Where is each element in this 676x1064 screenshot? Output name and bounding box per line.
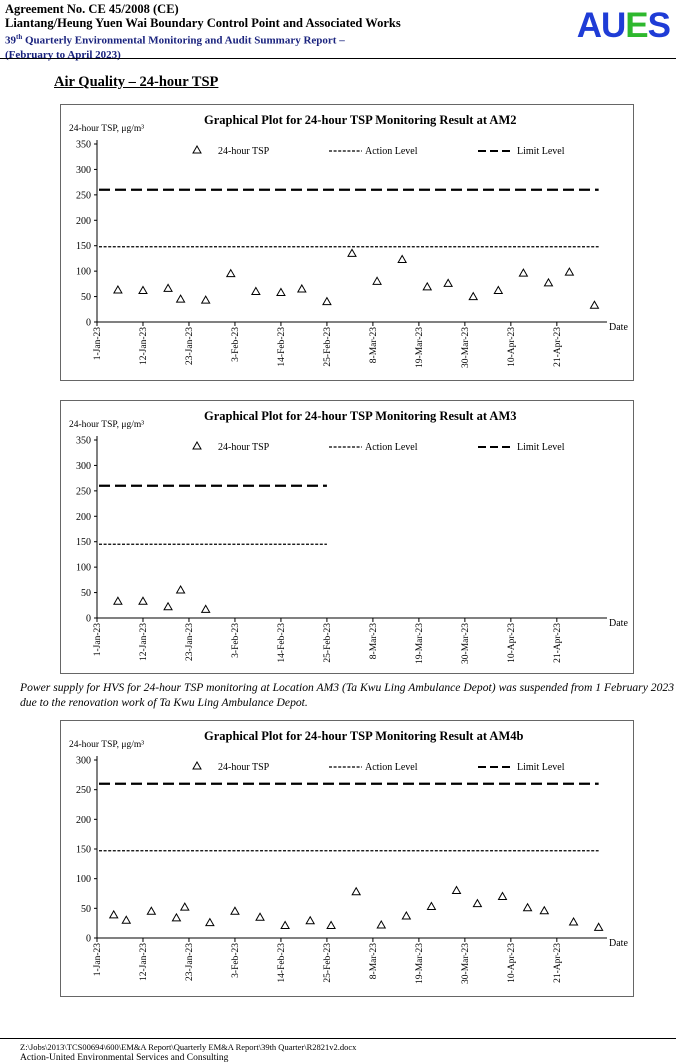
data-point <box>227 270 235 277</box>
data-point <box>544 279 552 286</box>
suspension-note: Power supply for HVS for 24-hour TSP monitoring at Location AM3 (Ta Kwu Ling Ambulance Depot) was suspended from 1 February 2023 due to the renovation work of Ta Kwu Ling Ambulance Depot. <box>20 681 674 709</box>
legend-label-tsp: 24-hour TSP <box>218 146 270 157</box>
x-tick-label: 1-Jan-23 <box>93 943 103 977</box>
x-tick-label: 25-Feb-23 <box>322 943 333 983</box>
x-tick-label: 12-Jan-23 <box>138 943 149 981</box>
y-axis-label: 24-hour TSP, μg/m³ <box>69 124 145 134</box>
y-tick-label: 0 <box>86 317 91 329</box>
y-tick-label: 50 <box>81 588 91 600</box>
x-tick-label: 19-Mar-23 <box>414 943 425 984</box>
x-tick-label: 14-Feb-23 <box>276 623 287 663</box>
x-tick-label: 19-Mar-23 <box>414 623 425 664</box>
x-tick-label: 30-Mar-23 <box>460 623 471 664</box>
data-point <box>402 912 410 919</box>
data-point <box>453 887 461 894</box>
y-tick-label: 250 <box>76 785 91 797</box>
data-point <box>473 900 481 907</box>
x-tick-label: 1-Jan-23 <box>93 623 103 657</box>
data-point <box>494 286 502 293</box>
data-point <box>181 903 189 910</box>
x-axis-label: Date <box>609 938 628 949</box>
data-point <box>147 907 155 914</box>
legend-label-limit: Limit Level <box>517 146 565 157</box>
x-tick-label: 12-Jan-23 <box>138 623 149 661</box>
x-tick-label: 10-Apr-23 <box>506 943 517 983</box>
legend-label-tsp: 24-hour TSP <box>218 442 270 453</box>
chart-am2-svg <box>61 105 633 380</box>
header-divider <box>0 58 676 59</box>
data-point <box>377 921 385 928</box>
data-point <box>306 917 314 924</box>
x-tick-label: 14-Feb-23 <box>276 327 287 367</box>
page-footer <box>20 1042 356 1064</box>
data-point <box>177 586 185 593</box>
report-header <box>5 2 401 62</box>
x-tick-label: 10-Apr-23 <box>506 327 517 367</box>
data-point <box>202 605 210 612</box>
chart-am2 <box>60 104 634 381</box>
chart-am3-svg <box>61 401 633 673</box>
data-point <box>281 922 289 929</box>
legend-label-limit: Limit Level <box>517 762 565 773</box>
legend-label-action: Action Level <box>365 146 418 157</box>
data-point <box>323 298 331 305</box>
data-point <box>114 597 122 604</box>
legend-marker-tsp <box>193 762 201 769</box>
data-point <box>498 892 506 899</box>
y-tick-label: 100 <box>76 562 91 574</box>
legend-label-action: Action Level <box>365 762 418 773</box>
data-point <box>122 916 130 923</box>
data-point <box>352 888 360 895</box>
y-tick-label: 350 <box>76 435 91 447</box>
data-point <box>202 296 210 303</box>
legend-marker-tsp <box>193 442 201 449</box>
data-point <box>110 911 118 918</box>
company-name: Action-United Environmental Services and Consulting <box>20 1053 229 1063</box>
x-tick-label: 21-Apr-23 <box>552 327 563 367</box>
chart-am4b <box>60 720 634 997</box>
data-point <box>519 269 527 276</box>
logo-letter: U <box>601 6 626 45</box>
file-path: Z:\Jobs\2013\TCS00694\600\EM&A Report\Quarterly EM&A Report\39th Quarter\R2821v2.docx <box>20 1042 357 1052</box>
logo-letter: E <box>625 6 648 45</box>
y-tick-label: 200 <box>76 814 91 826</box>
y-tick-label: 300 <box>76 755 91 767</box>
footer-divider <box>0 1038 676 1039</box>
logo-letter: A <box>576 6 601 45</box>
x-tick-label: 1-Jan-23 <box>93 327 103 361</box>
data-point <box>327 922 335 929</box>
y-tick-label: 150 <box>76 537 91 549</box>
y-tick-label: 200 <box>76 215 91 227</box>
legend-label-action: Action Level <box>365 442 418 453</box>
x-tick-label: 21-Apr-23 <box>552 943 563 983</box>
data-point <box>595 923 603 930</box>
data-point <box>177 295 185 302</box>
x-tick-label: 8-Mar-23 <box>368 623 379 660</box>
y-axis-label: 24-hour TSP, μg/m³ <box>69 420 145 430</box>
x-tick-label: 21-Apr-23 <box>552 623 563 663</box>
data-point <box>139 286 147 293</box>
x-tick-label: 14-Feb-23 <box>276 943 287 983</box>
x-axis-label: Date <box>609 322 628 333</box>
data-point <box>398 255 406 262</box>
chart-am3 <box>60 400 634 674</box>
chart-title: Graphical Plot for 24-hour TSP Monitoring Result at AM4b <box>204 729 524 743</box>
chart-title: Graphical Plot for 24-hour TSP Monitoring Result at AM3 <box>204 409 517 423</box>
data-point <box>164 284 172 291</box>
y-axis-label: 24-hour TSP, μg/m³ <box>69 740 145 750</box>
data-point <box>252 287 260 294</box>
x-tick-label: 3-Feb-23 <box>230 327 241 362</box>
data-point <box>373 277 381 284</box>
x-tick-label: 25-Feb-23 <box>322 327 333 367</box>
data-point <box>565 268 573 275</box>
x-tick-label: 12-Jan-23 <box>138 327 149 365</box>
x-tick-label: 3-Feb-23 <box>230 623 241 658</box>
y-tick-label: 300 <box>76 164 91 176</box>
x-tick-label: 30-Mar-23 <box>460 327 471 368</box>
data-point <box>172 914 180 921</box>
x-tick-label: 8-Mar-23 <box>368 943 379 980</box>
y-tick-label: 250 <box>76 190 91 202</box>
report-period: (February to April 2023) <box>5 48 121 61</box>
data-point <box>423 283 431 290</box>
aues-logo <box>577 6 670 46</box>
data-point <box>256 913 264 920</box>
x-tick-label: 23-Jan-23 <box>184 943 195 981</box>
y-tick-label: 50 <box>81 903 91 915</box>
data-point <box>164 603 172 610</box>
y-tick-label: 200 <box>76 511 91 523</box>
legend-label-tsp: 24-hour TSP <box>218 762 270 773</box>
data-point <box>298 285 306 292</box>
y-tick-label: 300 <box>76 460 91 472</box>
x-tick-label: 8-Mar-23 <box>368 327 379 364</box>
y-tick-label: 150 <box>76 241 91 253</box>
data-point <box>469 293 477 300</box>
x-tick-label: 23-Jan-23 <box>184 623 195 661</box>
x-tick-label: 10-Apr-23 <box>506 623 517 663</box>
y-tick-label: 250 <box>76 486 91 498</box>
chart-title: Graphical Plot for 24-hour TSP Monitoring Result at AM2 <box>204 113 517 127</box>
x-tick-label: 3-Feb-23 <box>230 943 241 978</box>
y-tick-label: 350 <box>76 139 91 151</box>
data-point <box>427 903 435 910</box>
y-tick-label: 0 <box>86 613 91 625</box>
x-tick-label: 30-Mar-23 <box>460 943 471 984</box>
logo-letter: S <box>647 6 670 45</box>
data-point <box>348 249 356 256</box>
data-point <box>206 919 214 926</box>
y-tick-label: 100 <box>76 874 91 886</box>
section-title: Air Quality – 24-hour TSP <box>54 74 219 90</box>
data-point <box>277 289 285 296</box>
data-point <box>444 279 452 286</box>
legend-label-limit: Limit Level <box>517 442 565 453</box>
data-point <box>524 904 532 911</box>
x-tick-label: 19-Mar-23 <box>414 327 425 368</box>
x-tick-label: 25-Feb-23 <box>322 623 333 663</box>
report-title: 39th Quarterly Environmental Monitoring and Audit Summary Report – <box>5 33 345 47</box>
y-tick-label: 100 <box>76 266 91 278</box>
data-point <box>540 907 548 914</box>
data-point <box>114 286 122 293</box>
y-tick-label: 150 <box>76 844 91 856</box>
data-point <box>231 907 239 914</box>
x-tick-label: 23-Jan-23 <box>184 327 195 365</box>
data-point <box>570 918 578 925</box>
chart-am4b-svg <box>61 721 633 996</box>
project-title: Liantang/Heung Yuen Wai Boundary Control Point and Associated Works <box>5 16 401 30</box>
y-tick-label: 0 <box>86 933 91 945</box>
y-tick-label: 50 <box>81 292 91 304</box>
data-point <box>590 301 598 308</box>
agreement-number: Agreement No. CE 45/2008 (CE) <box>5 2 179 16</box>
data-point <box>139 597 147 604</box>
legend-marker-tsp <box>193 146 201 153</box>
x-axis-label: Date <box>609 618 628 629</box>
